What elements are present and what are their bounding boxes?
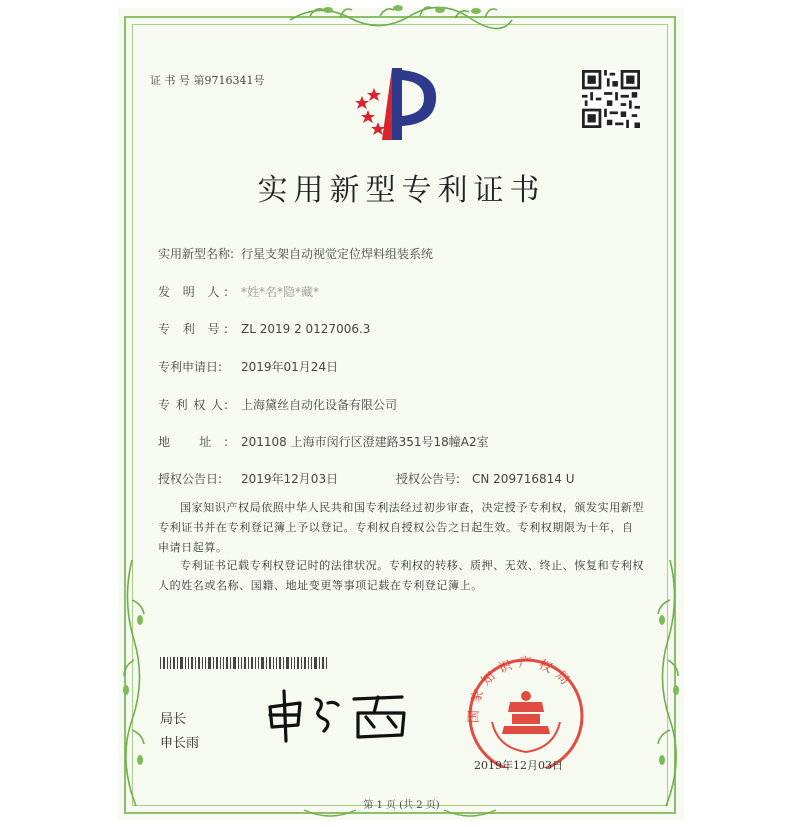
director-name: 申长雨 [160,736,200,751]
right-vine-ornament [654,560,684,810]
qr-code-icon [582,70,640,128]
field-label: 授权公告日: [158,472,223,486]
field-patent-number [158,320,370,337]
field-label: 地 址: [158,435,228,449]
field-grant-announcement-date [158,470,338,487]
field-value: 2019年01月24日 [241,360,339,374]
seal-text [454,652,598,768]
certificate-title: 实用新型专利证书 [257,173,546,208]
field-utility-model-name [158,245,433,262]
field-value: *姓*名*隐*藏* [241,285,320,299]
barcode-icon [160,657,330,669]
field-application-date [158,358,338,375]
field-value: ZL 2019 2 0127006.3 [241,322,371,336]
field-value: CN 209716814 U [472,472,575,486]
top-vine-ornament [280,0,520,34]
field-value: 201108 上海市闵行区澄建路351号18幢A2室 [241,435,489,449]
field-inventor [158,283,319,300]
left-vine-ornament [118,560,148,810]
legal-paragraph-2: 专利证书记载专利权登记时的法律状况。专利权的转移、质押、无效、终止、恢复和专利权人的姓名或名称、国籍、地址变更等事项记载在专利登记簿上。 [158,559,644,592]
seal-text-lettering [454,652,598,768]
patent-office-emblem-icon [352,66,442,144]
seal-date: 2019年12月03日 [474,759,563,772]
field-label: 专 利 权 人: [158,398,228,412]
field-label: 授权公告号: [396,472,461,486]
field-value: 行星支架自动视觉定位焊料组装系统 [241,247,434,261]
certificate-number: 证 书 号 第9716341号 [150,74,265,87]
field-label: 实用新型名称: [158,247,235,261]
field-label: 发 明 人: [158,285,228,299]
page-indicator: 第 1 页 (共 2 页) [363,800,440,811]
field-label: 专利申请日: [158,360,223,374]
field-address [158,433,489,450]
field-value: 上海黛丝自动化设备有限公司 [241,398,398,412]
field-value: 2019年12月03日 [241,472,339,486]
director-title: 局长 [160,712,187,727]
svg-text:国家知识产权局: 国家知识产权局 [466,655,577,724]
field-label: 专 利 号: [158,322,228,336]
legal-paragraph-1: 国家知识产权局依照中华人民共和国专利法经过初步审查，决定授予专利权，颁发实用新型专利证书并在专利登记簿上予以登记。专利权自授权公告之日起生效。专利权期限为十年，自申请日起算。 [158,501,644,554]
field-patentee [158,396,397,413]
handwritten-signature-icon [262,685,412,745]
field-grant-announcement-number [396,470,574,487]
